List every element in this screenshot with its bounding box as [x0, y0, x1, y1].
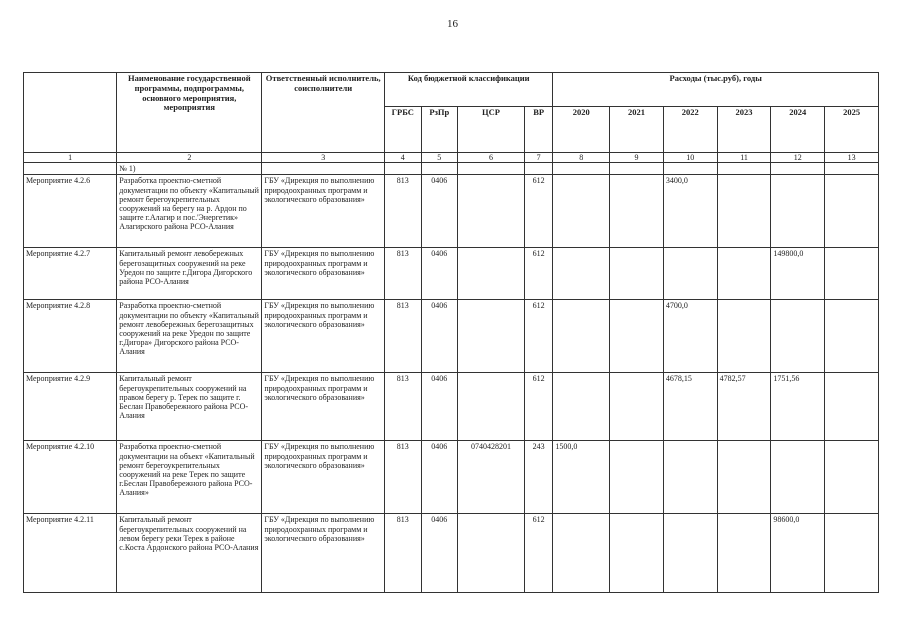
row-value-2024 [771, 441, 825, 514]
continuation-row [24, 163, 879, 175]
row-value-2023 [717, 175, 771, 248]
cell [385, 163, 422, 175]
cell [553, 163, 610, 175]
row-value-2021 [610, 373, 664, 441]
cell [24, 163, 117, 175]
column-number: 7 [524, 153, 552, 163]
row-value-2021 [610, 441, 664, 514]
row-value-2021 [610, 300, 664, 373]
row-grbs: 813 [385, 175, 422, 248]
row-grbs: 813 [385, 248, 422, 300]
cell [825, 163, 879, 175]
row-value-2020 [553, 175, 610, 248]
row-value-2024: 149800,0 [771, 248, 825, 300]
header-grbs: ГРБС [385, 107, 422, 153]
row-value-2021 [610, 514, 664, 593]
row-name: Разработка проектно-сметной документации по объекту «Капитальный ремонт берегоукрепительных сооружений на берегу на р. Ардон по защите г.Алагир и пос.'Энергетик» Алагирского района РСО-Алания [117, 175, 262, 248]
table-row [24, 373, 879, 441]
row-id: Мероприятие 4.2.9 [24, 373, 117, 441]
column-number: 11 [717, 153, 771, 163]
row-value-2025 [825, 175, 879, 248]
header-csr: ЦСР [458, 107, 525, 153]
row-name: Капитальный ремонт берегоукрепительных сооружений на правом берегу р. Терек по защите г. Беслан Правобережного района РСО-Алания [117, 373, 262, 441]
header-budget-code: Код бюджетной классификации [385, 73, 553, 107]
cell [771, 163, 825, 175]
table-row [24, 175, 879, 248]
row-rzpr: 0406 [421, 300, 458, 373]
row-id: Мероприятие 4.2.11 [24, 514, 117, 593]
header-expenses: Расходы (тыс.руб), годы [553, 73, 879, 107]
column-number: 8 [553, 153, 610, 163]
row-responsible: ГБУ «Дирекция по выполнению природоохранных программ и экологического образования» [262, 441, 385, 514]
row-name: Капитальный ремонт левобережных берегозащитных сооружений на реке Уредон по защите г.Дигора Дигорского района РСО-Алания [117, 248, 262, 300]
header-year: 2024 [771, 107, 825, 153]
header-year: 2021 [610, 107, 664, 153]
row-csr [458, 514, 525, 593]
row-rzpr: 0406 [421, 373, 458, 441]
row-responsible: ГБУ «Дирекция по выполнению природоохранных программ и экологического образования» [262, 514, 385, 593]
row-rzpr: 0406 [421, 175, 458, 248]
row-value-2022 [663, 248, 717, 300]
cell [663, 163, 717, 175]
header-vr: ВР [524, 107, 552, 153]
row-csr [458, 300, 525, 373]
row-grbs: 813 [385, 373, 422, 441]
column-number: 2 [117, 153, 262, 163]
row-vr: 612 [524, 373, 552, 441]
row-vr: 612 [524, 514, 552, 593]
row-grbs: 813 [385, 300, 422, 373]
column-number: 5 [421, 153, 458, 163]
continuation-text: № 1) [117, 163, 262, 175]
cell [262, 163, 385, 175]
row-value-2022: 4700,0 [663, 300, 717, 373]
page-number: 16 [447, 18, 458, 30]
column-number: 1 [24, 153, 117, 163]
header-blank [24, 73, 117, 153]
header-responsible: Ответственный исполнитель, соисполнители [262, 73, 385, 153]
header-name: Наименование государственной программы, подпрограммы, основного мероприятия, мероприятия [117, 73, 262, 153]
row-vr: 612 [524, 300, 552, 373]
row-responsible: ГБУ «Дирекция по выполнению природоохранных программ и экологического образования» [262, 175, 385, 248]
column-number: 12 [771, 153, 825, 163]
column-number: 9 [610, 153, 664, 163]
row-value-2020 [553, 248, 610, 300]
row-csr [458, 248, 525, 300]
row-grbs: 813 [385, 441, 422, 514]
row-value-2020: 1500,0 [553, 441, 610, 514]
row-value-2022 [663, 514, 717, 593]
row-name: Капитальный ремонт берегоукрепительных сооружений на левом берегу реки Терек в районе с.Коста Ардонского района РСО-Алания [117, 514, 262, 593]
row-value-2024 [771, 175, 825, 248]
row-csr [458, 175, 525, 248]
row-value-2025 [825, 373, 879, 441]
row-value-2023 [717, 514, 771, 593]
row-value-2022 [663, 441, 717, 514]
row-rzpr: 0406 [421, 514, 458, 593]
header-year: 2022 [663, 107, 717, 153]
row-value-2022: 4678,15 [663, 373, 717, 441]
cell [610, 163, 664, 175]
column-number-row [24, 153, 879, 163]
row-id: Мероприятие 4.2.8 [24, 300, 117, 373]
cell [524, 163, 552, 175]
row-value-2023 [717, 248, 771, 300]
cell [458, 163, 525, 175]
row-id: Мероприятие 4.2.7 [24, 248, 117, 300]
row-value-2025 [825, 514, 879, 593]
row-vr: 612 [524, 175, 552, 248]
table-row [24, 248, 879, 300]
table-row [24, 300, 879, 373]
row-value-2023 [717, 441, 771, 514]
row-responsible: ГБУ «Дирекция по выполнению природоохранных программ и экологического образования» [262, 373, 385, 441]
row-value-2024 [771, 300, 825, 373]
row-value-2021 [610, 248, 664, 300]
row-name: Разработка проектно-сметной документации по объекту «Капитальный ремонт левобережных берегозащитных сооружений на реке Уредон по защите г.Дигора» Дигорского района РСО-Алания [117, 300, 262, 373]
header-year: 2025 [825, 107, 879, 153]
row-csr [458, 373, 525, 441]
row-vr: 243 [524, 441, 552, 514]
row-responsible: ГБУ «Дирекция по выполнению природоохранных программ и экологического образования» [262, 248, 385, 300]
header-rzpr: РзПр [421, 107, 458, 153]
row-rzpr: 0406 [421, 441, 458, 514]
row-value-2025 [825, 248, 879, 300]
row-value-2025 [825, 300, 879, 373]
header-year: 2020 [553, 107, 610, 153]
row-id: Мероприятие 4.2.10 [24, 441, 117, 514]
row-value-2020 [553, 514, 610, 593]
row-id: Мероприятие 4.2.6 [24, 175, 117, 248]
cell [421, 163, 458, 175]
row-value-2024: 98600,0 [771, 514, 825, 593]
table-row [24, 441, 879, 514]
row-grbs: 813 [385, 514, 422, 593]
row-value-2020 [553, 373, 610, 441]
row-value-2025 [825, 441, 879, 514]
row-value-2020 [553, 300, 610, 373]
column-number: 4 [385, 153, 422, 163]
row-name: Разработка проектно-сметной документации на объект «Капитальный ремонт берегоукрепительных сооружений на реке Терек по защите г.Беслан Правобережного района РСО-Алания» [117, 441, 262, 514]
row-value-2022: 3400,0 [663, 175, 717, 248]
row-value-2024: 1751,56 [771, 373, 825, 441]
row-value-2023 [717, 300, 771, 373]
row-rzpr: 0406 [421, 248, 458, 300]
column-number: 10 [663, 153, 717, 163]
cell [717, 163, 771, 175]
row-value-2021 [610, 175, 664, 248]
header-year: 2023 [717, 107, 771, 153]
row-csr: 0740428201 [458, 441, 525, 514]
table-row [24, 514, 879, 593]
row-value-2023: 4782,57 [717, 373, 771, 441]
column-number: 13 [825, 153, 879, 163]
column-number: 3 [262, 153, 385, 163]
row-vr: 612 [524, 248, 552, 300]
budget-table [23, 72, 879, 593]
column-number: 6 [458, 153, 525, 163]
row-responsible: ГБУ «Дирекция по выполнению природоохранных программ и экологического образования» [262, 300, 385, 373]
